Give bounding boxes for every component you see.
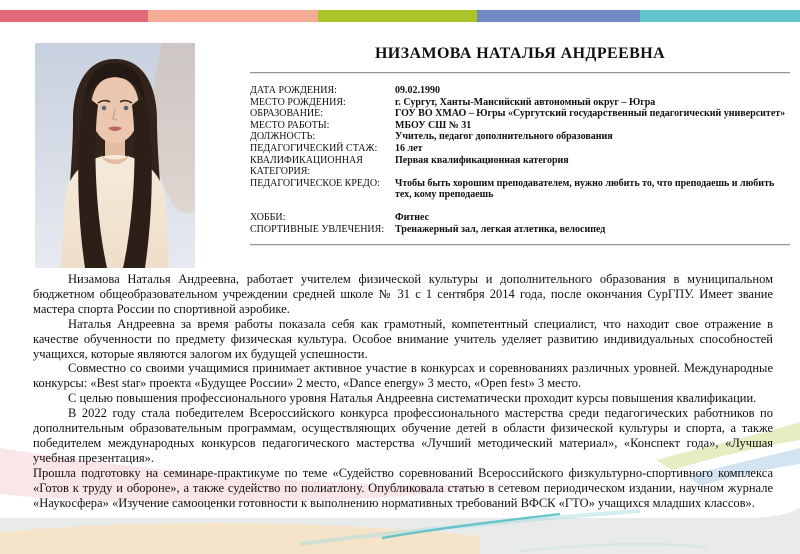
detail-label: ПЕДАГОГИЧЕСКОЕ КРЕДО:: [250, 177, 380, 189]
detail-value: Первая квалификационная категория: [395, 154, 569, 166]
portrait-photo: [35, 43, 195, 268]
detail-row: [250, 178, 790, 201]
detail-row: [250, 224, 790, 236]
detail-value: 16 лет: [395, 142, 423, 154]
detail-label: СПОРТИВНЫЕ УВЛЕЧЕНИЯ:: [250, 223, 385, 235]
detail-label: МЕСТО РОЖДЕНИЯ:: [250, 96, 346, 108]
detail-value: г. Сургут, Ханты-Мансийский автономный округ – Югра: [395, 96, 656, 108]
detail-label: ДОЛЖНОСТЬ:: [250, 131, 316, 143]
detail-label: ДАТА РОЖДЕНИЯ:: [250, 85, 337, 96]
detail-row: [250, 131, 790, 143]
detail-label: ОБРАЗОВАНИЕ:: [250, 108, 324, 120]
bio-paragraph: Низамова Наталья Андреевна, работает учителем физической культуры и дополнительного образования в муниципальном бюджетном общеобразовательном учреждении средней школе № 31 с 1 сентября 2014 года, после окончания СурГПУ. Имеет звание мастера спорта России по спортивной аэробике.: [33, 272, 773, 316]
detail-label: ХОББИ:: [250, 211, 286, 223]
detail-value: Чтобы быть хорошим преподавателем, нужно любить то, что преподаешь и любить тех, кому преподаешь: [395, 177, 775, 201]
detail-value: Фитнес: [395, 211, 430, 223]
stripe-segment: [640, 10, 800, 22]
top-color-stripe: [0, 10, 800, 22]
detail-value: Тренажерный зал, легкая атлетика, велосипед: [395, 223, 606, 235]
detail-label: КВАЛИФИКАЦИОННАЯ КАТЕГОРИЯ:: [250, 154, 363, 178]
stripe-segment: [318, 10, 477, 22]
detail-label: МЕСТО РАБОТЫ:: [250, 119, 330, 131]
bio-paragraph: Прошла подготовку на семинаре-практикуме по теме «Судейство соревнований Всероссийского физкультурно-спортивного комплекса «Готов к труду и обороне», а также судейство по полиатлону. Опубликовала статью в сетевом периодическом издании, научном журнале «Наукосфера» «Изучение самооценки готовности к выполнению нормативных требований ВФСК «ГТО» учащихся младших классов».: [33, 465, 773, 510]
detail-value: 09.02.1990: [395, 85, 440, 96]
divider-top: [250, 72, 790, 74]
stripe-segment: [477, 10, 640, 22]
detail-row: [250, 97, 790, 109]
detail-row: [250, 85, 790, 97]
detail-row: [250, 120, 790, 132]
portrait-illustration: [35, 43, 195, 268]
divider-bottom: [250, 244, 790, 246]
stripe-segment: [148, 10, 318, 22]
detail-value: МБОУ СШ № 31: [395, 119, 472, 131]
bio-paragraph: Наталья Андреевна за время работы показала себя как грамотный, компетентный специалист, что находит свое отражение в качестве обученности по предмету физическая культура. Особое внимание учитель уделяет развитию индивидуальных способностей учащихся, которые являются залогом их будущей успешности.: [33, 316, 773, 361]
profile-panel: [250, 44, 790, 246]
page-title: НИЗАМОВА НАТАЛЬЯ АНДРЕЕВНА: [374, 45, 666, 62]
detail-label: ПЕДАГОГИЧЕСКИЙ СТАЖ:: [250, 142, 378, 154]
detail-value: Учитель, педагог дополнительного образования: [395, 131, 613, 143]
bio-paragraph: Совместно со своими учащимися принимает активное участие в конкурсах и соревнованиях различных уровней. Международные конкурсы: «Best star» проекта «Будущее России» 2 место, «Dance energy» 3 место, «Open fest» 3 место.: [33, 361, 773, 391]
stripe-segment: [0, 10, 148, 22]
bio-paragraph: В 2022 году стала победителем Всероссийского конкурса профессионального мастерства среди педагогических работников по дополнительным образовательным программам, осуществляющих обучение детей в области физической культуры и спорта, а также победителем международных конкурсов педагогического мастерства «Лучший методический материал», «Конспект года», «Лучшая учебная презентация».: [33, 406, 773, 465]
detail-row: [250, 212, 790, 224]
bio-paragraph: С целью повышения профессионального уровня Наталья Андреевна систематически проходит курсы повышения квалификации.: [68, 391, 757, 406]
biography-text: [33, 272, 773, 511]
details-table: [250, 85, 790, 235]
detail-row: [250, 108, 790, 120]
detail-row: [250, 143, 790, 155]
detail-row: [250, 155, 790, 178]
detail-value: ГОУ ВО ХМАО – Югры «Сургутский государственный педагогический университет»: [395, 108, 786, 120]
